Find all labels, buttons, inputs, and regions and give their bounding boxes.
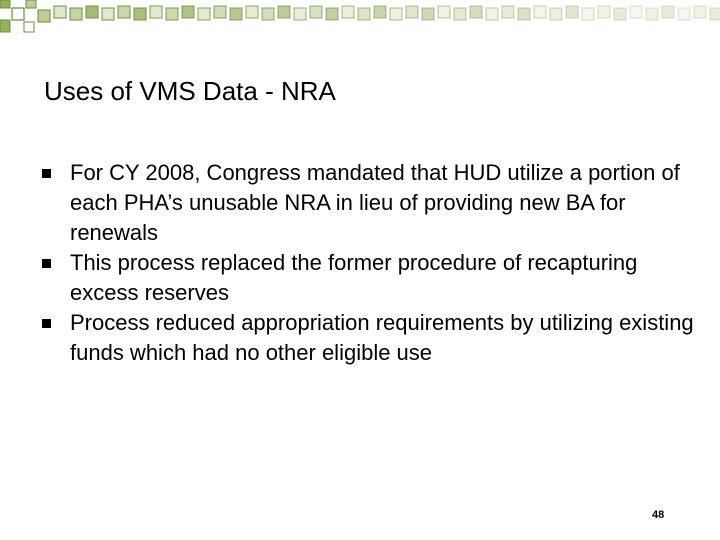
pattern-square bbox=[470, 6, 482, 18]
pattern-square-row bbox=[54, 6, 720, 20]
page-number: 48 bbox=[652, 509, 665, 521]
pattern-square bbox=[454, 8, 466, 20]
pattern-square bbox=[550, 8, 562, 20]
pattern-square bbox=[534, 6, 546, 18]
pattern-square bbox=[326, 8, 338, 20]
pattern-square bbox=[54, 6, 66, 18]
pattern-square bbox=[646, 8, 658, 20]
pattern-square bbox=[566, 6, 578, 18]
pattern-square bbox=[262, 8, 274, 20]
pattern-square bbox=[102, 8, 114, 20]
pattern-square bbox=[694, 6, 706, 18]
pattern-square bbox=[502, 6, 514, 18]
slide-title: Uses of VMS Data - NRA bbox=[44, 76, 336, 106]
pattern-square bbox=[214, 6, 226, 18]
pattern-square bbox=[230, 8, 242, 20]
bullet-item bbox=[42, 308, 702, 368]
decorative-square-pattern bbox=[0, 0, 720, 50]
pattern-square bbox=[24, 22, 34, 32]
pattern-square bbox=[374, 6, 386, 18]
bullet-text: For CY 2008, Congress mandated that HUD utilize a portion of each PHA’s unusable NRA in lieu of providing new BA for renewals bbox=[70, 160, 680, 245]
pattern-square bbox=[630, 6, 642, 18]
pattern-square bbox=[0, 0, 10, 8]
pattern-square bbox=[422, 8, 434, 20]
pattern-square bbox=[342, 6, 354, 18]
pattern-square bbox=[198, 8, 210, 20]
square-bullet-icon bbox=[42, 259, 51, 268]
pattern-square bbox=[182, 6, 194, 18]
pattern-square bbox=[246, 6, 258, 18]
pattern-square bbox=[166, 8, 178, 20]
pattern-square bbox=[406, 6, 418, 18]
pattern-square bbox=[278, 6, 290, 18]
bullet-list bbox=[42, 158, 702, 368]
pattern-square bbox=[118, 6, 130, 18]
pattern-square bbox=[310, 6, 322, 18]
pattern-square bbox=[38, 10, 50, 22]
bullet-item bbox=[42, 248, 702, 308]
pattern-square bbox=[582, 8, 594, 20]
pattern-square bbox=[26, 0, 36, 8]
pattern-square bbox=[486, 8, 498, 20]
pattern-square bbox=[358, 8, 370, 20]
pattern-square bbox=[438, 6, 450, 18]
pattern-square bbox=[294, 8, 306, 20]
pattern-square bbox=[390, 8, 402, 20]
pattern-square bbox=[598, 6, 610, 18]
pattern-square bbox=[710, 8, 720, 20]
bullet-text: This process replaced the former procedure of recapturing excess reserves bbox=[70, 250, 638, 305]
pattern-square bbox=[86, 6, 98, 18]
square-bullet-icon bbox=[42, 169, 51, 178]
pattern-square bbox=[70, 8, 82, 20]
pattern-square bbox=[662, 6, 674, 18]
pattern-square bbox=[614, 8, 626, 20]
square-bullet-icon bbox=[42, 319, 51, 328]
pattern-square bbox=[150, 6, 162, 18]
pattern-square bbox=[134, 8, 146, 20]
pattern-square bbox=[518, 8, 530, 20]
pattern-square bbox=[678, 8, 690, 20]
bullet-item bbox=[42, 158, 702, 248]
bullet-text: Process reduced appropriation requirements by utilizing existing funds which had no other eligible use bbox=[70, 310, 694, 365]
pattern-square bbox=[0, 20, 10, 32]
pattern-square bbox=[12, 8, 24, 20]
